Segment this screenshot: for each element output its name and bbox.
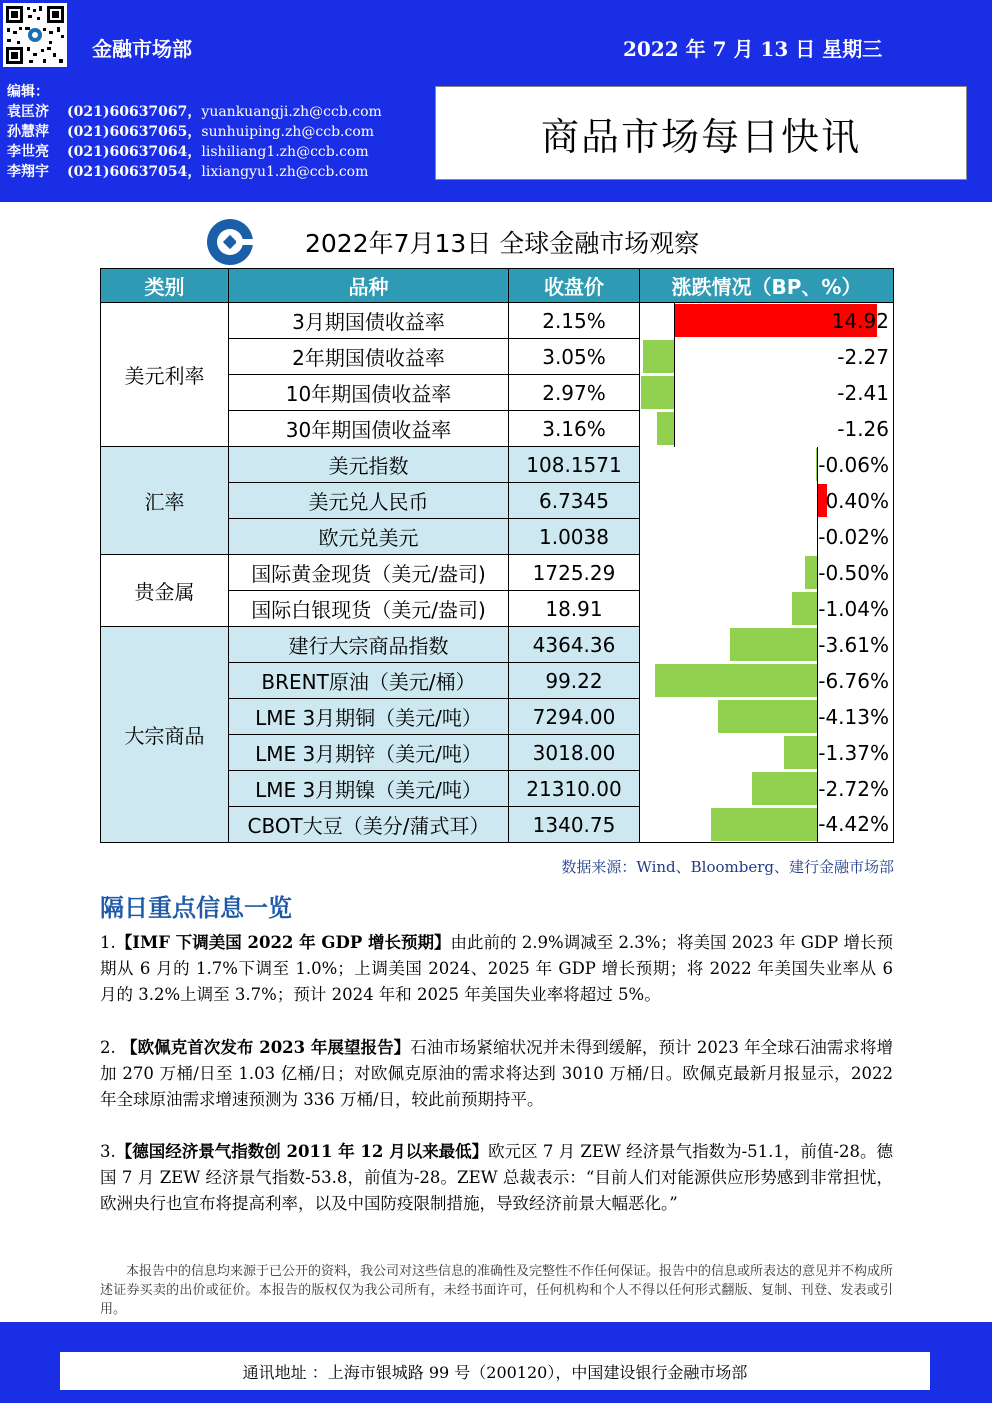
down-bar [784,736,817,769]
news-item-body: 石油市场紧缩状况并未得到缓解，预计 2023 年全球石油需求将增加 270 万桶/日至 1.03 亿桶/日；对欧佩克原油的需求将达到 3010 万桶/日。欧佩克最新月报显示，2022 年全球原油需求增速预测为 336 万桶/日，较此前预期持平。 [100,1038,894,1109]
news-item-headline: 【IMF 下调美国 2022 年 GDP 增长预期】 [115,933,451,952]
data-source: 数据来源：Wind、Bloomberg、建行金融市场部 [561,858,894,876]
editor-row [7,102,382,122]
item-cell: 美元兑人民币 [229,483,509,519]
news-section-title: 隔日重点信息一览 [100,894,292,922]
close-cell: 3.05% [509,339,640,375]
down-bar [718,700,817,733]
item-cell: CBOT大豆（美分/蒲式耳） [229,807,509,843]
down-bar [657,412,674,445]
change-cell [640,483,894,519]
news-item [100,1139,893,1217]
item-cell: 欧元兑美元 [229,519,509,555]
column-header-close: 收盘价 [509,269,640,303]
zero-axis-line [674,411,675,447]
news-item-number: 1. [100,933,116,952]
editor-email[interactable]: yuankuangji.zh@ccb.com [201,104,382,120]
change-value: -2.41 [837,380,889,405]
item-cell: 3月期国债收益率 [229,303,509,339]
change-value: 14.92 [831,308,889,333]
news-item-headline: 【德国经济景气指数创 2011 年 12 月以来最低】 [115,1142,489,1161]
down-bar [730,628,817,661]
news-item [100,1035,893,1113]
close-cell: 6.7345 [509,483,640,519]
close-cell: 7294.00 [509,699,640,735]
change-cell [640,303,894,339]
market-table-title: 2022年7月13日 全球金融市场观察 [305,229,700,258]
news-item-headline: 【欧佩克首次发布 2023 年展望报告】 [121,1038,411,1057]
editor-name: 孙慧萍 [7,124,49,140]
item-cell: 2年期国债收益率 [229,339,509,375]
table-row [101,303,894,339]
news-item-body: 欧元区 7 月 ZEW 经济景气指数为-51.1，前值-28。德国 7 月 ZEW 经济景气指数-53.8，前值为-28。ZEW 总裁表示：“目前人们对能源供应形势感到非常担忧，欧洲央行也宣布将提高利率，以及中国防疫限制措施，导致经济前景大幅恶化。” [100,1142,893,1213]
category-cell: 贵金属 [101,555,229,627]
item-cell: 30年期国债收益率 [229,411,509,447]
change-value: -1.04% [818,596,889,621]
editor-name: 李世亮 [7,144,49,160]
change-cell [640,447,894,483]
item-cell: 国际白银现货（美元/盎司) [229,591,509,627]
editor-row [7,162,382,182]
close-cell: 2.15% [509,303,640,339]
change-cell [640,699,894,735]
item-cell: LME 3月期铜（美元/吨） [229,699,509,735]
news-item-number: 3. [100,1142,116,1161]
change-value: -6.76% [818,668,889,693]
change-value: -1.26 [837,416,889,441]
close-cell: 1340.75 [509,807,640,843]
editor-email[interactable]: sunhuiping.zh@ccb.com [201,124,375,140]
change-cell [640,519,894,555]
editor-phone: (021)60637067， [67,104,202,120]
news-item-number: 2. [100,1038,122,1057]
news-item [100,930,893,1008]
down-bar [792,592,817,625]
item-cell: 国际黄金现货（美元/盎司) [229,555,509,591]
change-cell [640,735,894,771]
change-value: -0.02% [818,524,889,549]
close-cell: 4364.36 [509,627,640,663]
editor-phone: (021)60637065， [67,124,202,140]
item-cell: 10年期国债收益率 [229,375,509,411]
close-cell: 2.97% [509,375,640,411]
change-value: -4.13% [818,704,889,729]
footer-address-box [60,1352,930,1390]
department-name: 金融市场部 [92,37,192,61]
change-cell [640,627,894,663]
down-bar [752,772,817,805]
table-row [101,555,894,591]
item-cell: 美元指数 [229,447,509,483]
close-cell: 99.22 [509,663,640,699]
change-value: -2.27 [837,344,889,369]
column-header-change: 涨跌情况（BP、%） [640,269,894,303]
report-title-box [435,86,967,180]
close-cell: 1725.29 [509,555,640,591]
change-cell [640,807,894,843]
category-cell: 美元利率 [101,303,229,447]
change-cell [640,375,894,411]
editor-row [7,142,382,162]
change-value: -3.61% [818,632,889,657]
editors-label: 编辑： [7,84,49,100]
change-value: -0.06% [818,452,889,477]
change-cell [640,411,894,447]
change-cell [640,771,894,807]
close-cell: 108.1571 [509,447,640,483]
change-value: -0.50% [818,560,889,585]
change-cell [640,339,894,375]
ccb-logo-icon [206,218,254,266]
close-cell: 18.91 [509,591,640,627]
header-band [0,0,992,202]
editor-name: 李翔宇 [7,164,49,180]
close-cell: 3.16% [509,411,640,447]
down-bar [711,808,817,841]
zero-axis-line [674,303,675,339]
item-cell: BRENT原油（美元/桶） [229,663,509,699]
market-table [100,268,894,843]
change-cell [640,663,894,699]
item-cell: LME 3月期锌（美元/吨） [229,735,509,771]
change-cell [640,591,894,627]
editor-email[interactable]: lixiangyu1.zh@ccb.com [201,164,369,180]
footer-address: 通讯地址 ：上海市银城路 99 号（200120），中国建设银行金融市场部 [242,1362,748,1382]
qr-code-icon [3,3,67,67]
editor-phone: (021)60637064， [67,144,202,160]
table-row [101,627,894,663]
editors-block [7,82,382,182]
zero-axis-line [674,339,675,375]
down-bar [643,340,674,373]
change-cell [640,555,894,591]
down-bar [805,556,817,589]
news-item-body: 由此前的 2.9%调减至 2.3%；将美国 2023 年 GDP 增长预期从 6 月的 1.7%下调至 1.0%；上调美国 2024、2025 年 GDP 增长预期；将 2022 年美国失业率从 6 月的 3.2%上调至 3.7%；预计 2024 年和 2025 年美国失业率将超过 5%。 [100,933,893,1004]
editor-name: 袁匡济 [7,104,49,120]
disclaimer: 本报告中的信息均来源于已公开的资料，我公司对这些信息的准确性及完整性不作任何保证。报告中的信息或所表达的意见并不构成所述证券买卖的出价或征价。本报告的版权仅为我公司所有，未经书面许可，任何机构和个人不得以任何形式翻版、复制、刊登、发表或引用。 [100,1264,894,1317]
zero-axis-line [817,483,818,519]
table-header-row [101,269,894,303]
item-cell: 建行大宗商品指数 [229,627,509,663]
change-value: -2.72% [818,776,889,801]
close-cell: 1.0038 [509,519,640,555]
editor-phone: (021)60637054， [67,164,202,180]
close-cell: 21310.00 [509,771,640,807]
down-bar [655,664,817,697]
column-header-category: 类别 [101,269,229,303]
close-cell: 3018.00 [509,735,640,771]
down-bar [641,376,674,409]
editor-row [7,122,382,142]
item-cell: LME 3月期镍（美元/吨） [229,771,509,807]
editor-email[interactable]: lishiliang1.zh@ccb.com [201,144,369,160]
report-date: 2022 年 7 月 13 日 星期三 [623,37,883,61]
zero-axis-line [674,375,675,411]
change-value: 0.40% [825,488,889,513]
category-cell: 汇率 [101,447,229,555]
category-cell: 大宗商品 [101,627,229,843]
column-header-item: 品种 [229,269,509,303]
change-value: -4.42% [818,812,889,837]
table-row [101,447,894,483]
report-title: 商品市场每日快讯 [540,114,861,159]
change-value: -1.37% [818,740,889,765]
